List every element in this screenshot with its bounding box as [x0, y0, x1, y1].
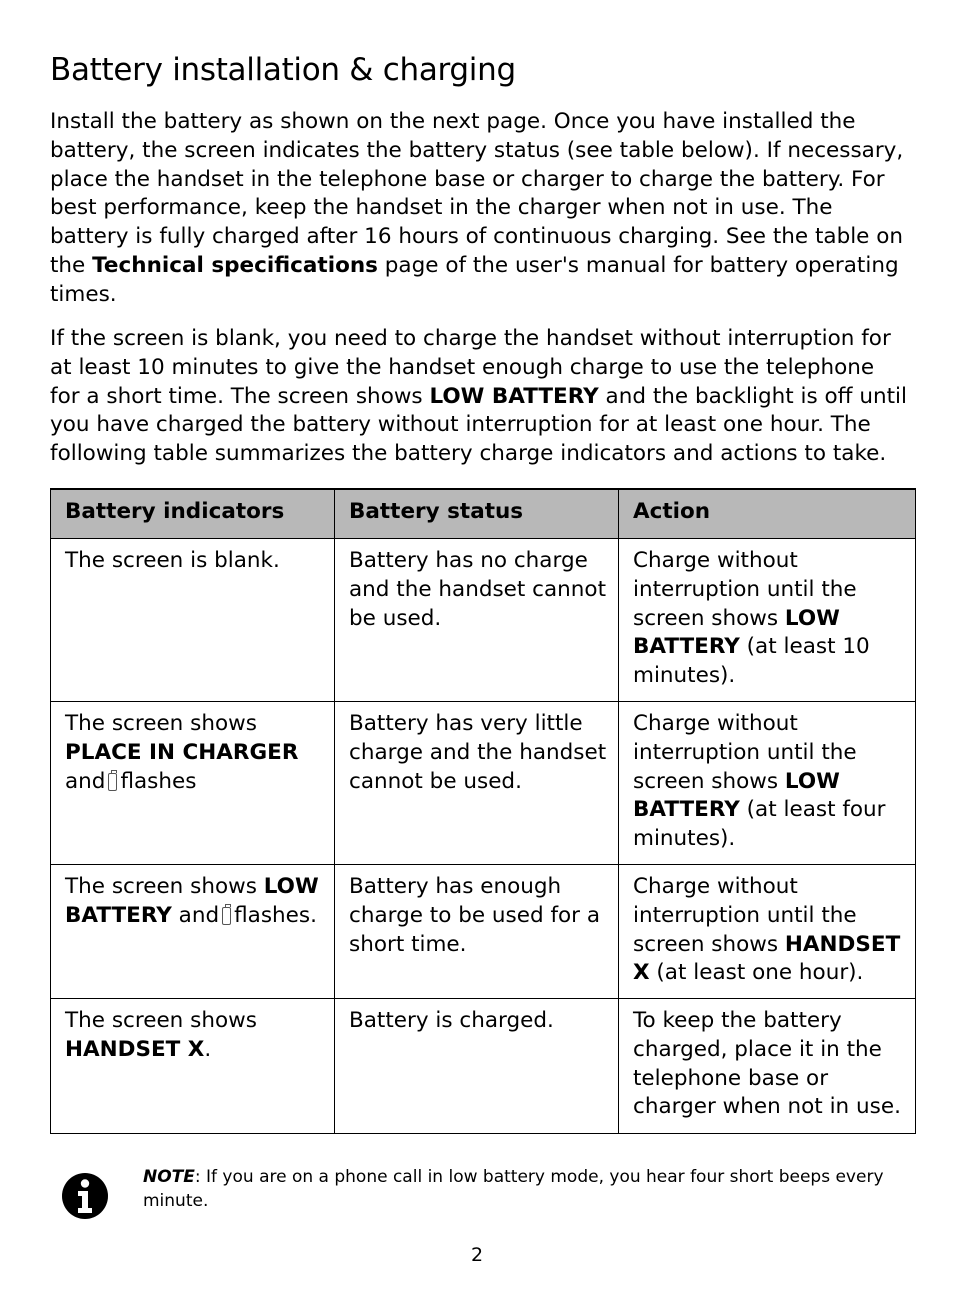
page-title: Battery installation & charging [50, 52, 516, 88]
status-cell: Battery has very little charge and the handset cannot be used. [335, 702, 619, 865]
cell-text: The screen shows [65, 1008, 257, 1033]
battery-indicator-table [50, 488, 916, 1134]
low-battery-term: LOW BATTERY [429, 383, 599, 409]
header-battery-status: Battery status [335, 489, 619, 539]
action-cell [619, 865, 916, 999]
table-row [51, 702, 916, 865]
note-label: NOTE [143, 1167, 195, 1187]
note-text [143, 1165, 903, 1213]
action-cell [619, 702, 916, 865]
header-action: Action [619, 489, 916, 539]
blank-screen-paragraph [50, 325, 910, 469]
info-icon [60, 1171, 110, 1221]
cell-text: Charge without interruption until the screen shows [633, 548, 857, 631]
paragraph-text: Install the battery as shown on the next page. Once you have installed the battery, the screen indicates the battery status (see table below). If necessary, place the handset in the telephone base or charger to charge the battery. For best performance, keep the handset in the charger when not in use. The battery is fully charged after 16 hours of continuous charging. See the table on the [50, 109, 904, 278]
indicator-cell [51, 999, 335, 1134]
indicator-cell [51, 702, 335, 865]
action-cell [619, 999, 916, 1134]
table-row [51, 999, 916, 1134]
cell-text: . [204, 1036, 212, 1062]
cell-bold-text: LOW BATTERY [65, 874, 319, 928]
status-cell: Battery is charged. [335, 999, 619, 1134]
cell-text: Charge without interruption until the screen shows [633, 711, 857, 794]
cell-text: and [171, 902, 220, 928]
cell-text: To keep the battery charged, place it in the telephone base or charger when not in use. [633, 1008, 901, 1120]
page-number: 2 [470, 1244, 484, 1266]
paragraph-text: and the backlight is off until you have charged the battery without interruption for at least one hour. The following table summarizes the battery charge indicators and actions to take. [50, 383, 907, 467]
cell-text: The screen is blank. [65, 548, 280, 573]
cell-text: (at least one hour). [649, 960, 864, 986]
cell-bold-text: PLACE IN CHARGER [65, 739, 299, 765]
cell-bold-text: LOW BATTERY [633, 605, 840, 660]
status-cell: Battery has enough charge to be used for a short time. [335, 865, 619, 999]
cell-text: flashes [120, 768, 197, 794]
cell-text: The screen shows [65, 711, 257, 736]
indicator-cell [51, 539, 335, 702]
cell-text: (at least four minutes). [633, 797, 886, 852]
cell-text: Charge without interruption until the screen shows [633, 874, 857, 957]
paragraph-text: If the screen is blank, you need to charge the handset without interruption for at least 10 minutes to give the handset enough charge to use the telephone for a short time. The screen shows [50, 326, 891, 409]
table-header-row [51, 489, 916, 539]
cell-text: The screen shows [65, 874, 264, 899]
cell-text: and [65, 768, 106, 794]
intro-paragraph [50, 108, 910, 310]
action-cell [619, 539, 916, 702]
header-battery-indicators: Battery indicators [51, 489, 335, 539]
battery-icon [108, 773, 117, 791]
technical-specifications-ref: Technical specifications [92, 252, 378, 278]
table-row [51, 539, 916, 702]
indicator-cell [51, 865, 335, 999]
battery-icon [222, 907, 231, 925]
cell-text: (at least 10 minutes). [633, 634, 870, 689]
paragraph-text: page of the user's manual for battery operating times. [50, 252, 899, 307]
cell-bold-text: HANDSET X [65, 1036, 205, 1062]
table-row [51, 865, 916, 999]
note-body: : If you are on a phone call in low battery mode, you hear four short beeps every minute. [143, 1167, 884, 1211]
cell-text: flashes. [234, 902, 317, 928]
status-cell: Battery has no charge and the handset cannot be used. [335, 539, 619, 702]
cell-bold-text: LOW BATTERY [633, 768, 840, 823]
cell-bold-text: HANDSET X [633, 931, 901, 986]
